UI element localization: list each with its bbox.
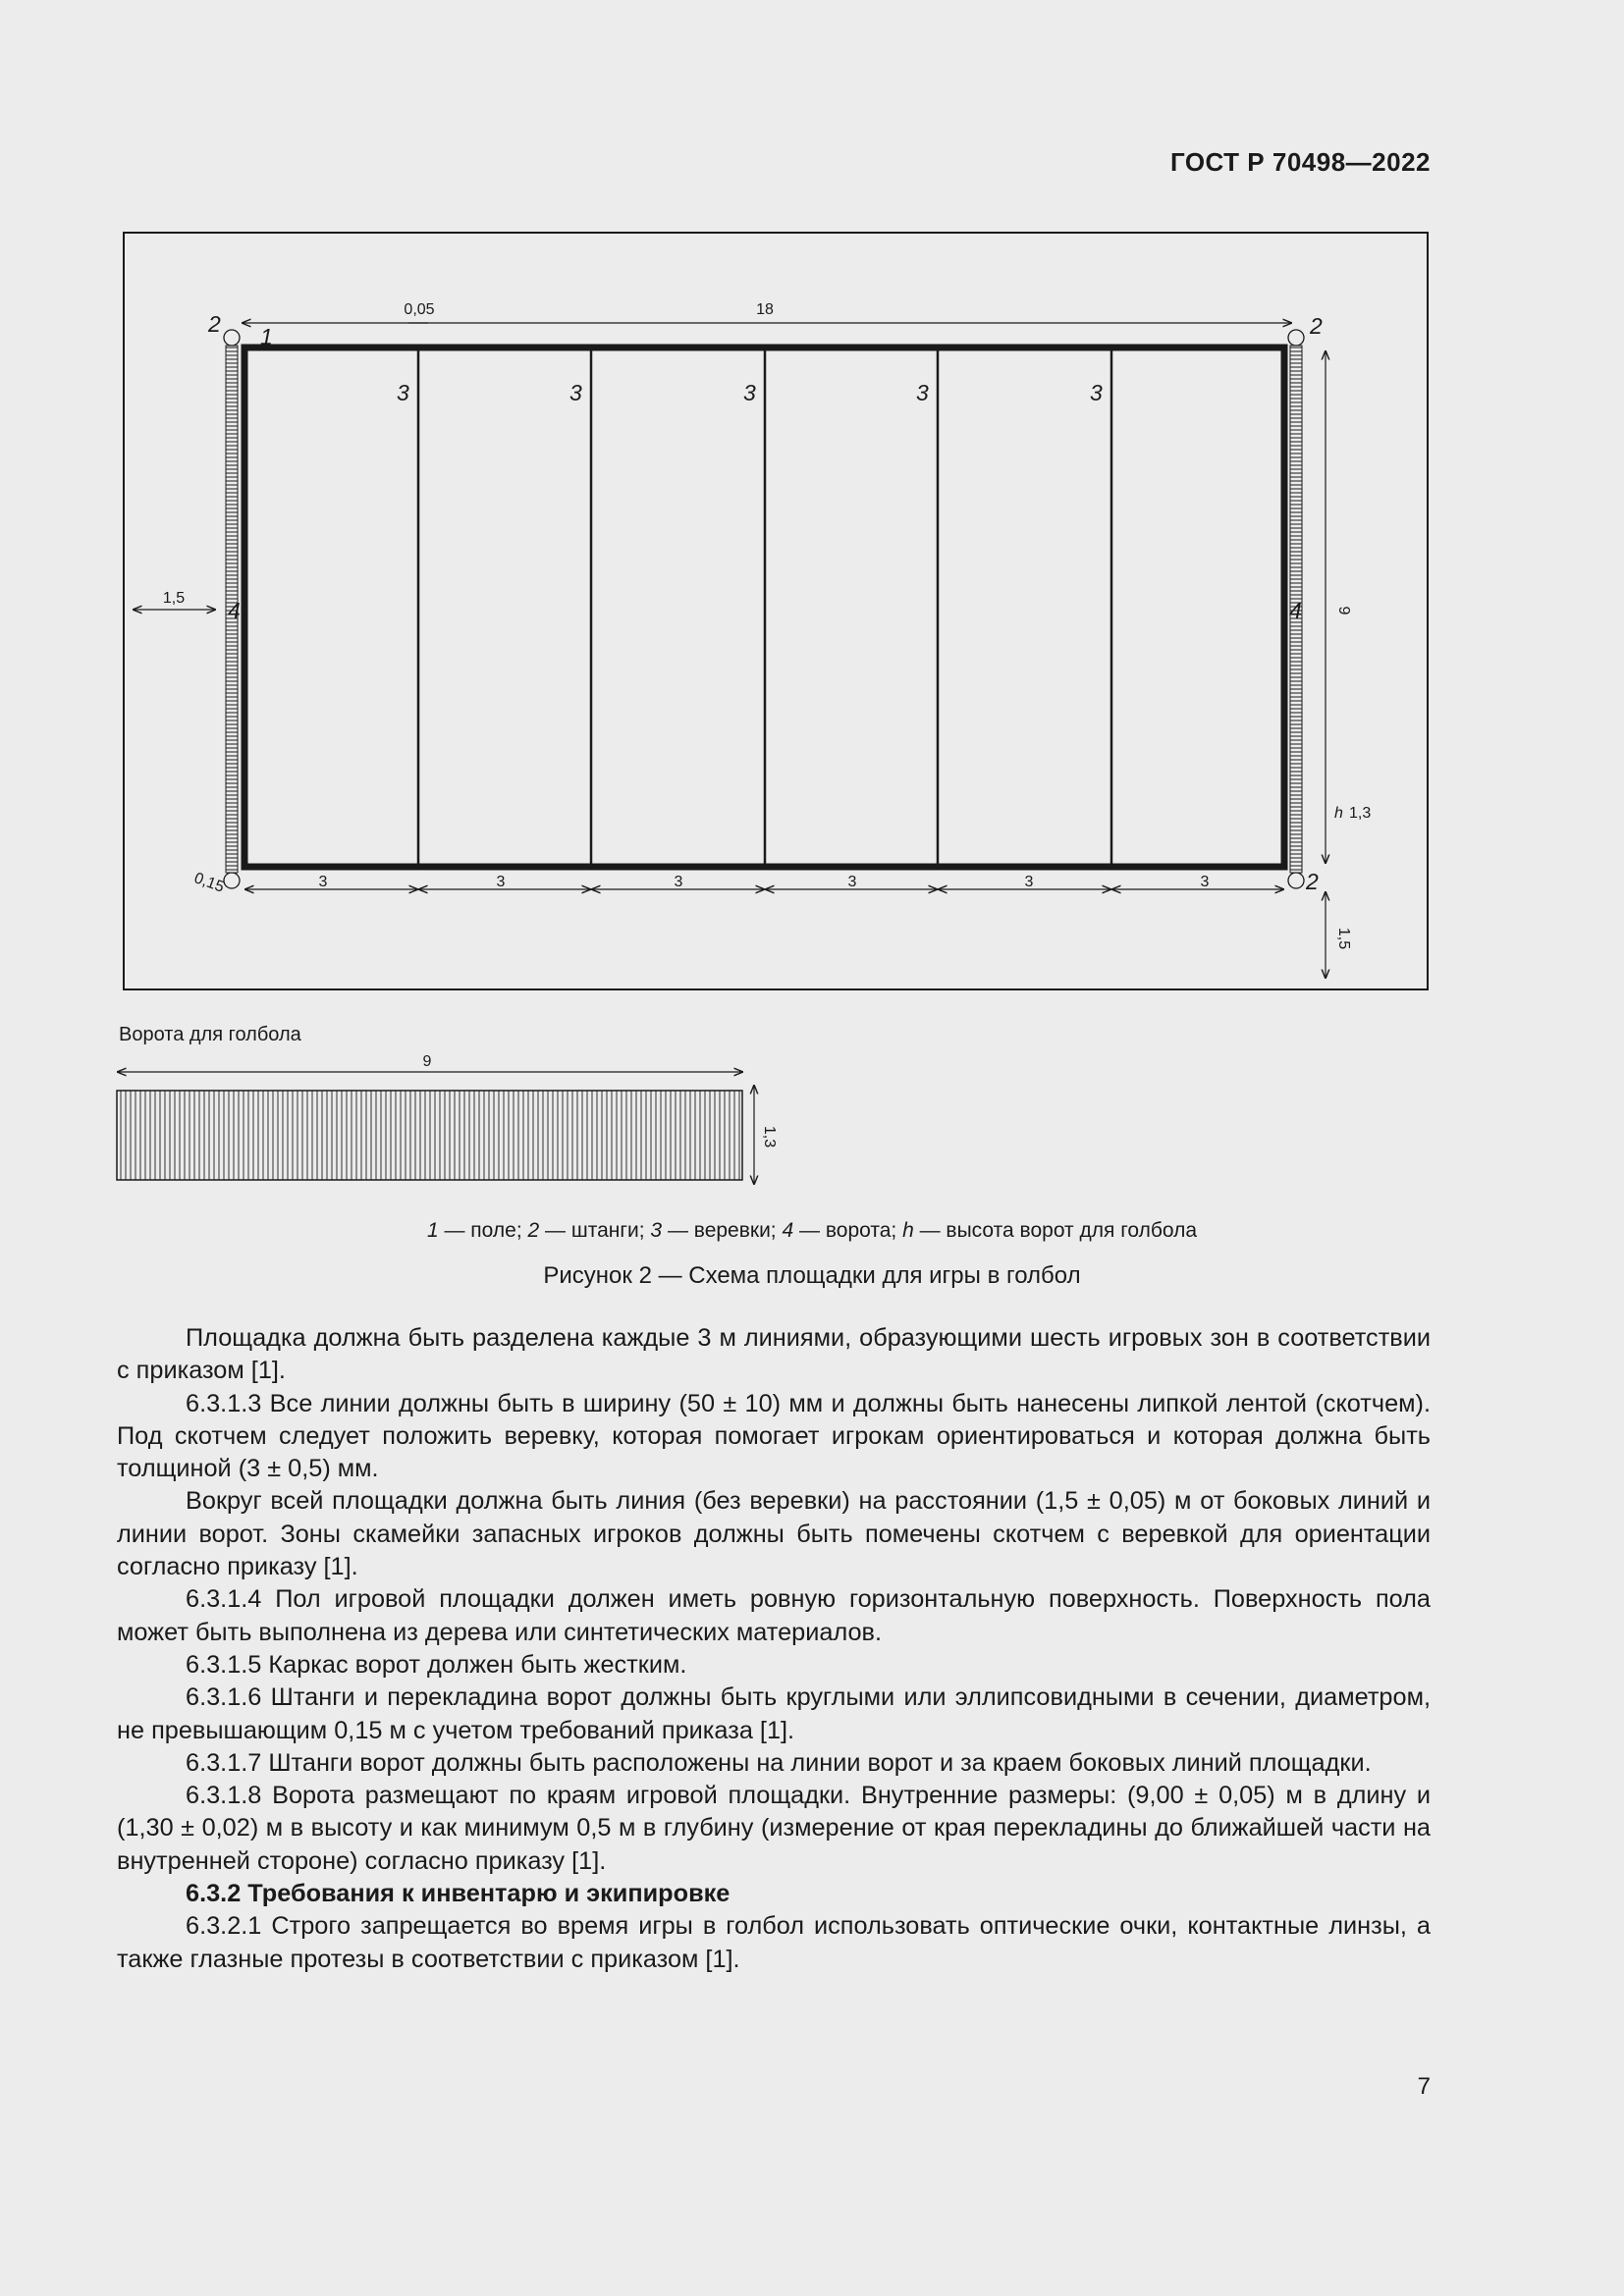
dim-total: 18 [756,301,774,318]
dim-segment: 3 [496,874,506,890]
legend-num: 3 [650,1219,663,1242]
legend-num: 4 [782,1219,794,1242]
zone-label: 3 [916,380,929,405]
dim-right: 9 [1335,606,1352,615]
post-bottom-right [1288,873,1304,888]
dim-height: 1,3 [1349,805,1372,822]
dim-segment: 3 [674,874,683,890]
post-top-left [224,330,240,346]
goal-title: Ворота для голбола [119,1024,301,1045]
zone-label: 3 [397,380,409,405]
legend-text: — ворота; [793,1219,903,1242]
document-code: ГОСТ Р 70498—2022 [1169,147,1431,177]
goal-width: 9 [422,1053,432,1070]
label-post: 2 [1306,869,1319,894]
zone-label: 3 [569,380,582,405]
paragraph: 6.3.1.8 Ворота размещают по краям игровой площадки. Внутренние размеры: (9,00 ± 0,05) м в длину и (1,30 ± 0,02) м в высоту и как минимум 0,5 м в глубину (измерение от края перекладины до ближайшей части на внутренней стороне) согласно приказу [1]. [117,1782,1431,1875]
legend-num: 2 [527,1219,540,1242]
label-post: 2 [208,311,221,337]
zone-label: 3 [743,380,756,405]
dim-corner: 0,15 [191,870,227,896]
paragraph: Площадка должна быть разделена каждые 3 м линиями, образующими шесть игровых зон в соответствии с приказом [1]. [117,1324,1431,1385]
body-text [117,1322,1431,1976]
post-bottom-left [224,873,240,888]
dim-bottom-right: 1,5 [1335,927,1352,950]
paragraph: 6.3.1.3 Все линии должны быть в ширину (50 ± 10) мм и должны быть нанесены липкой лентой (скотчем). Под скотчем следует положить веревку, которая помогает игрокам ориентироваться и которая должна быть толщиной (3 ± 0,5) мм. [117,1389,1431,1483]
figure-caption: Рисунок 2 — Схема площадки для игры в голбол [543,1262,1081,1289]
label-post: 2 [1310,313,1323,339]
dim-left: 1,5 [162,590,186,607]
dim-segment: 3 [1024,874,1034,890]
label-goal: 4 [1289,598,1302,623]
legend-num: 1 [426,1219,439,1242]
dim-segment: 3 [847,874,857,890]
paragraph: 6.3.2.1 Строго запрещается во время игры в голбол использовать оптические очки, контактные линзы, а также глазные протезы в соответствии с приказом [1]. [117,1912,1431,1973]
paragraph: 6.3.1.4 Пол игровой площадки должен иметь ровную горизонтальную поверхность. Поверхность пола может быть выполнена из дерева или синтетических материалов. [117,1585,1431,1646]
paragraph: 6.3.1.5 Каркас ворот должен быть жестким. [186,1650,687,1679]
subsection-title: 6.3.2 Требования к инвентарю и экипировке [186,1880,731,1908]
label-goal: 4 [228,598,241,623]
goal-detail-hatch [121,1091,739,1180]
legend-text: — высота ворот для голбола [913,1219,1198,1242]
legend-num: h [902,1219,914,1242]
label-field: 1 [260,324,273,349]
page-number: 7 [1417,2073,1431,2100]
post-top-right [1288,330,1304,346]
paragraph: 6.3.1.7 Штанги ворот должны быть расположены на линии ворот и за краем боковых линий площадки. [186,1748,1372,1777]
figure-legend [0,1219,1624,1243]
paragraph: 6.3.1.6 Штанги и перекладина ворот должны быть круглыми или эллипсовидными в сечении, диаметром, не превышающим 0,15 м с учетом требований приказа [1]. [117,1683,1431,1744]
dim-height-prefix: h [1334,805,1343,822]
legend-text: — штанги; [539,1219,651,1242]
legend-text: — веревки; [662,1219,783,1242]
goal-detail [117,1091,742,1180]
dim-segment: 3 [318,874,328,890]
legend-text: — поле; [438,1219,528,1242]
goal-height: 1,3 [761,1125,778,1148]
dim-small: 0,05 [404,301,435,318]
zone-label: 3 [1090,380,1103,405]
paragraph: Вокруг всей площадки должна быть линия (без веревки) на расстоянии (1,5 ± 0,05) м от боковых линий и линии ворот. Зоны скамейки запасных игроков должны быть помечены скотчем с веревкой для ориентации согласно приказу [1]. [117,1487,1431,1581]
dim-segment: 3 [1200,874,1210,890]
